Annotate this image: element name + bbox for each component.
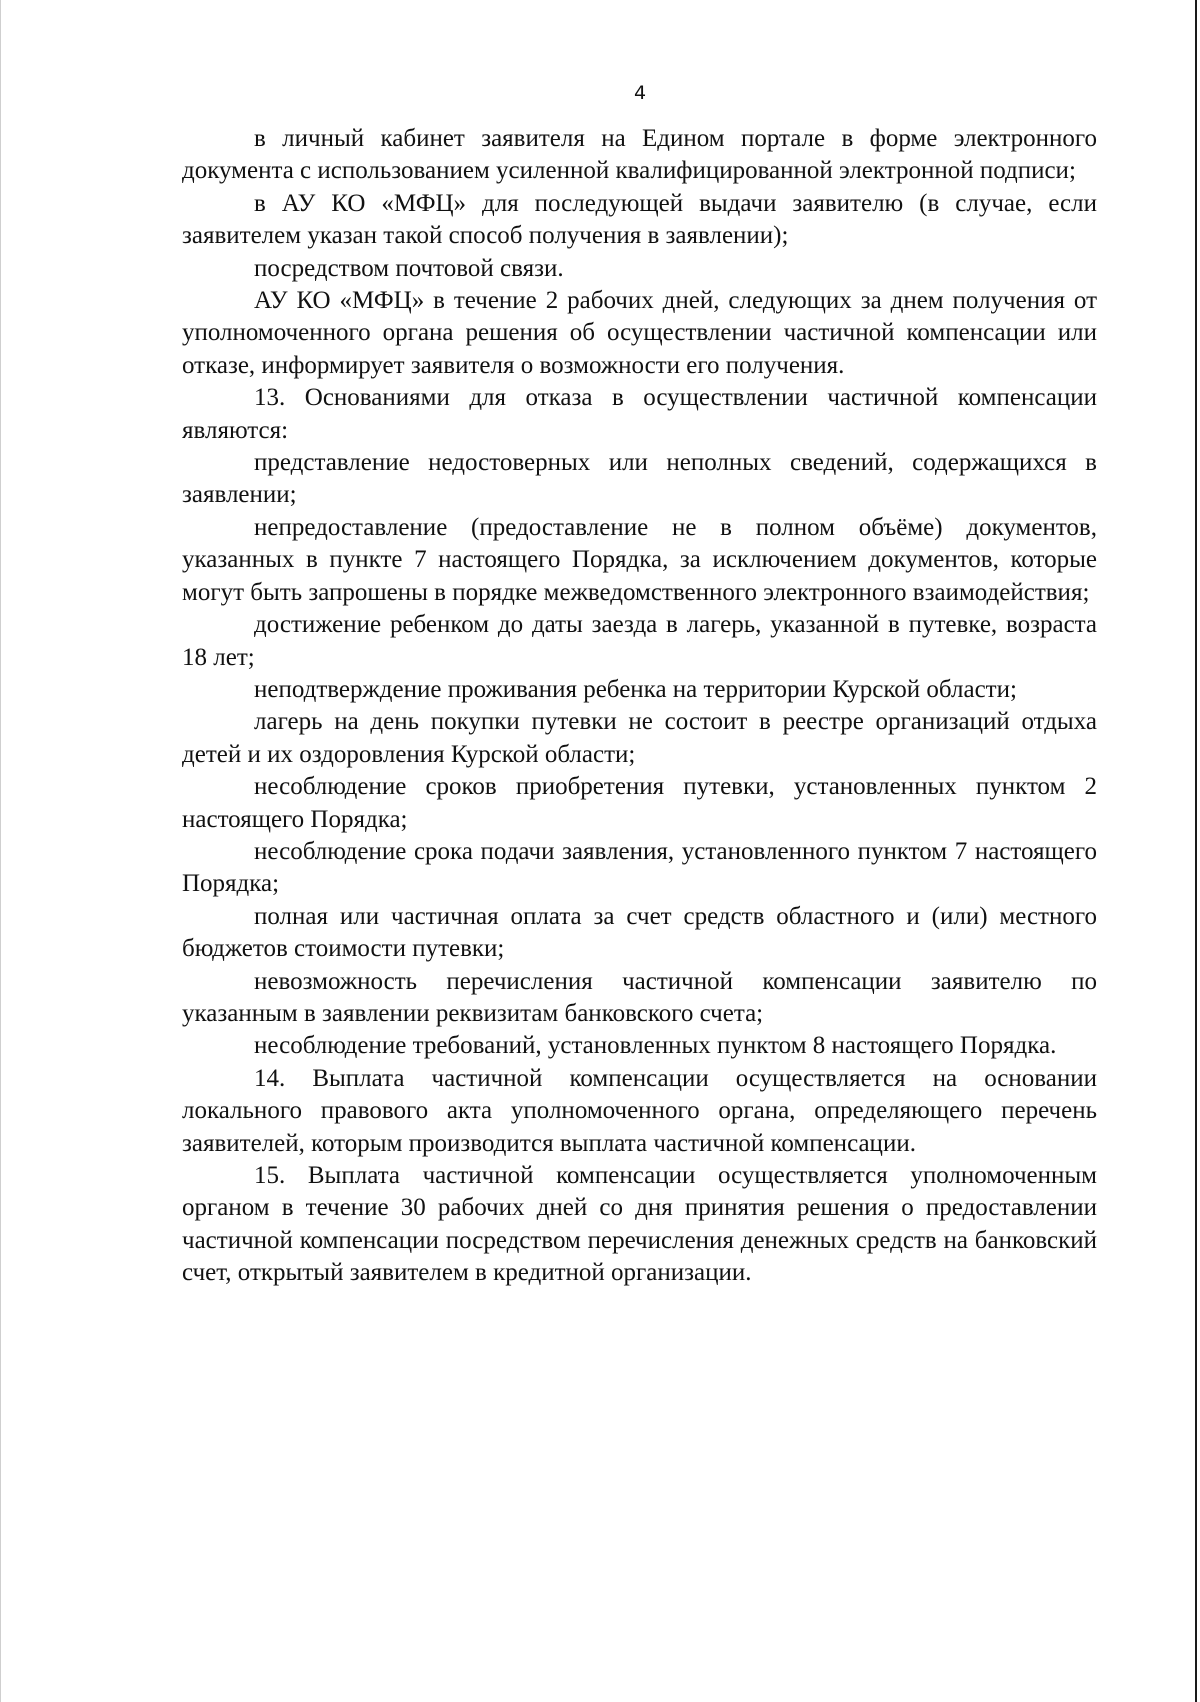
list-item: достижение ребенком до даты заезда в лагерь, указанной в путевке, возраста 18 лет;	[182, 611, 1097, 671]
scan-edge-left	[0, 0, 1, 1702]
paragraph-mfc-inform: АУ КО «МФЦ» в течение 2 рабочих дней, следующих за днем получения от уполномоченного органа решения об осуществлении частичной компенсации или отказе, информирует заявителя о возможности его получения.	[182, 287, 1097, 379]
list-item: представление недостоверных или неполных сведений, содержащихся в заявлении;	[182, 449, 1097, 509]
paragraph-cabinet: в личный кабинет заявителя на Едином портале в форме электронного документа с использованием усиленной квалифицированной электронной подписи;	[182, 125, 1097, 185]
document-body	[182, 123, 1097, 1290]
paragraph-13-heading: 13. Основаниями для отказа в осуществлении частичной компенсации являются:	[182, 384, 1097, 444]
list-item: неподтверждение проживания ребенка на территории Курской области;	[254, 675, 1017, 703]
list-item: невозможность перечисления частичной компенсации заявителю по указанным в заявлении реквизитам банковского счета;	[182, 967, 1097, 1027]
paragraph-postal: посредством почтовой связи.	[254, 254, 564, 282]
list-item: лагерь на день покупки путевки не состоит в реестре организаций отдыха детей и их оздоровления Курской области;	[182, 708, 1097, 768]
list-item: непредоставление (предоставление не в полном объёме) документов, указанных в пункте 7 настоящего Порядка, за исключением документов, которые могут быть запрошены в порядке межведомственного электронного взаимодействия;	[182, 513, 1097, 606]
list-item: несоблюдение срока подачи заявления, установленного пунктом 7 настоящего Порядка;	[182, 837, 1097, 898]
paragraph-14: 14. Выплата частичной компенсации осуществляется на основании локального правового акта уполномоченного органа, определяющего перечень заявителей, которым производится выплата частичной компенсации.	[182, 1064, 1097, 1157]
paragraph-15: 15. Выплата частичной компенсации осуществляется уполномоченным органом в течение 30 рабочих дней со дня принятия решения о предоставлении частичной компенсации посредством перечисления денежных средств на банковский счет, открытый заявителем в кредитной организации.	[182, 1162, 1097, 1287]
list-item: полная или частичная оплата за счет средств областного и (или) местного бюджетов стоимости путевки;	[182, 902, 1097, 963]
list-item: несоблюдение сроков приобретения путевки, установленных пунктом 2 настоящего Порядка;	[182, 773, 1097, 833]
scan-edge-right	[1195, 0, 1197, 1702]
page-number: 4	[633, 82, 647, 104]
paragraph-mfc-delivery: в АУ КО «МФЦ» для последующей выдачи заявителю (в случае, если заявителем указан такой способ получения в заявлении);	[182, 189, 1097, 250]
list-item: несоблюдение требований, установленных пунктом 8 настоящего Порядка.	[254, 1032, 1057, 1060]
